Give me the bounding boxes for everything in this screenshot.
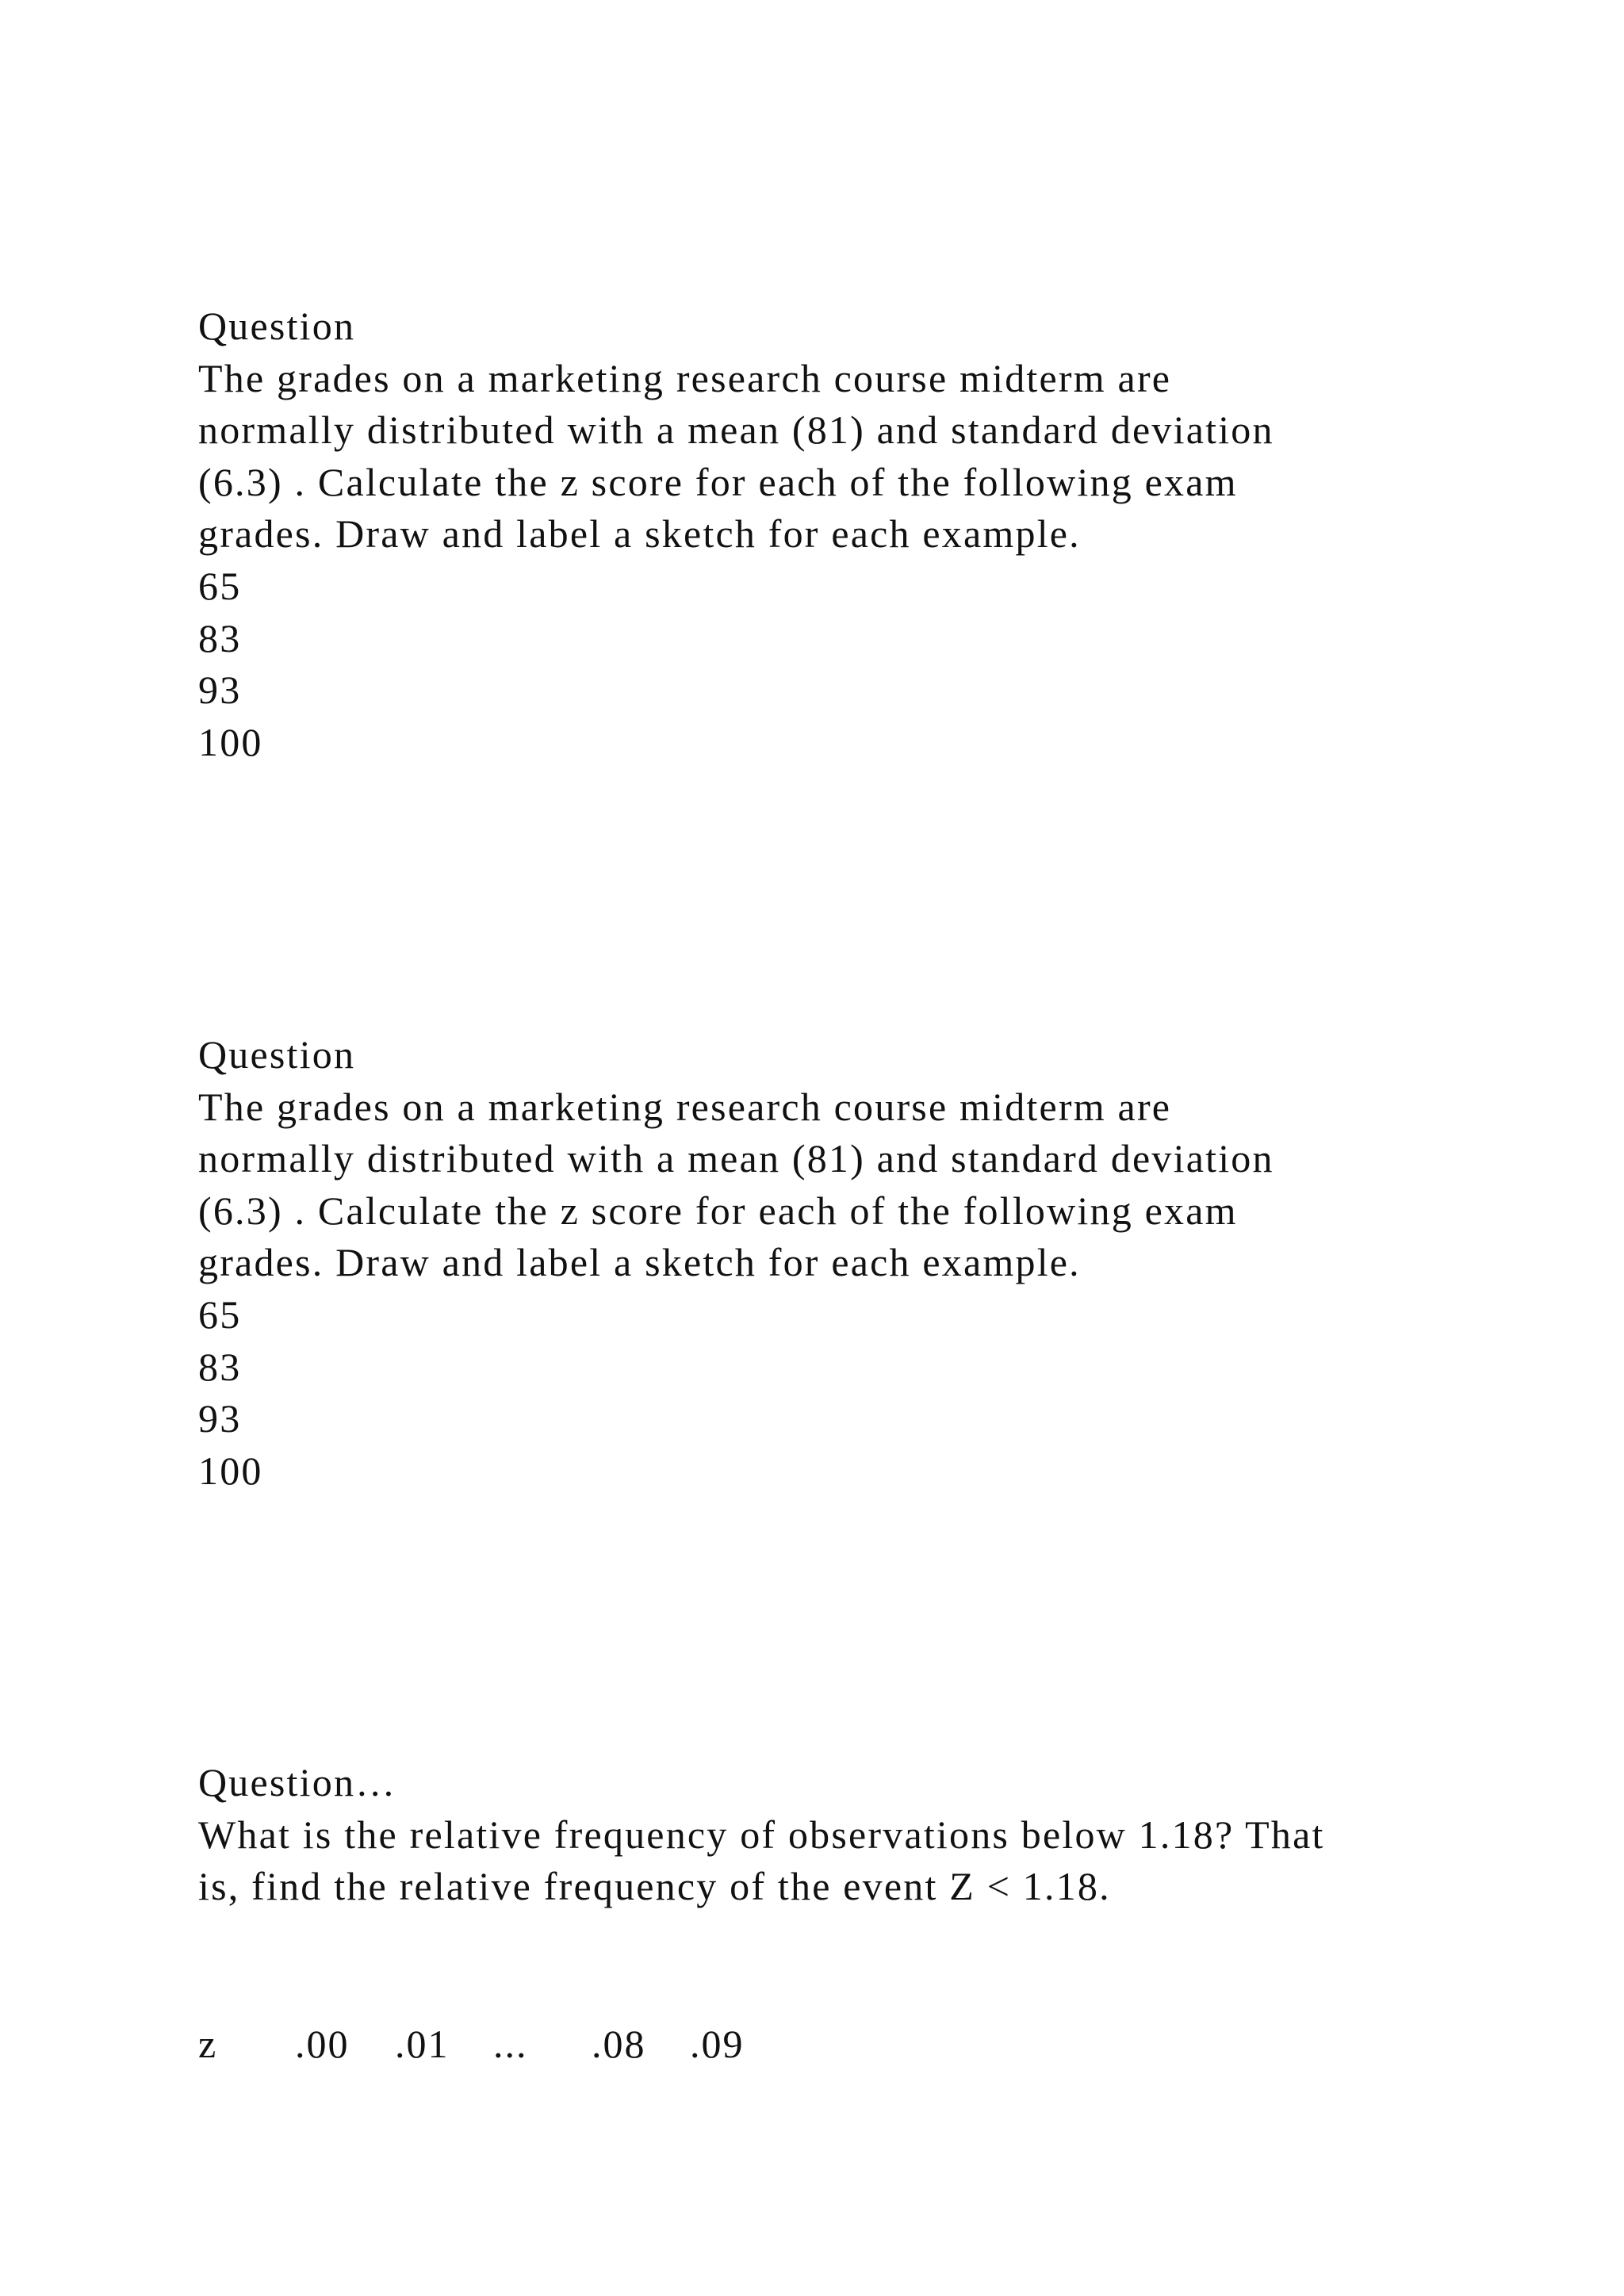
z-table-header-cell: .08 [592, 2022, 646, 2066]
question-block-1 [198, 300, 1467, 768]
z-table-header-cell: .09 [690, 2022, 745, 2066]
question-text-line: (6.3) . Calculate the z score for each of the following exam [198, 1188, 1238, 1233]
grade-value: 93 [198, 668, 242, 713]
question-text-line: grades. Draw and label a sketch for each example. [198, 511, 1081, 557]
question-heading: Question… [198, 1760, 397, 1804]
grade-value: 100 [198, 719, 263, 764]
question-text-line: What is the relative frequency of observations below 1.18? That [198, 1812, 1325, 1857]
question-text-line: grades. Draw and label a sketch for each example. [198, 1240, 1081, 1285]
question-block-3 [198, 1757, 1467, 1913]
grade-value: 93 [198, 1396, 242, 1441]
grade-value: 100 [198, 1448, 263, 1493]
question-text-line: normally distributed with a mean (81) and standard deviation [198, 1136, 1274, 1181]
z-table-header-cell: ... [493, 2022, 528, 2066]
question-text-line: (6.3) . Calculate the z score for each of the following exam [198, 459, 1238, 504]
z-table-header-cell: z [198, 2022, 218, 2066]
question-block-2 [198, 1029, 1467, 1497]
z-table-header-cell: .01 [395, 2022, 450, 2066]
question-text-line: is, find the relative frequency of the event Z < 1.18. [198, 1864, 1111, 1909]
grade-value: 83 [198, 615, 242, 660]
grade-value: 65 [198, 563, 242, 608]
grade-value: 65 [198, 1292, 242, 1337]
z-table-header-cell: .00 [295, 2022, 350, 2066]
question-text-line: The grades on a marketing research course midterm are [198, 355, 1172, 400]
question-heading: Question [198, 304, 356, 348]
question-heading: Question [198, 1032, 356, 1077]
question-text-line: normally distributed with a mean (81) and standard deviation [198, 408, 1274, 453]
grade-value: 83 [198, 1344, 242, 1389]
question-text-line: The grades on a marketing research course midterm are [198, 1084, 1172, 1129]
